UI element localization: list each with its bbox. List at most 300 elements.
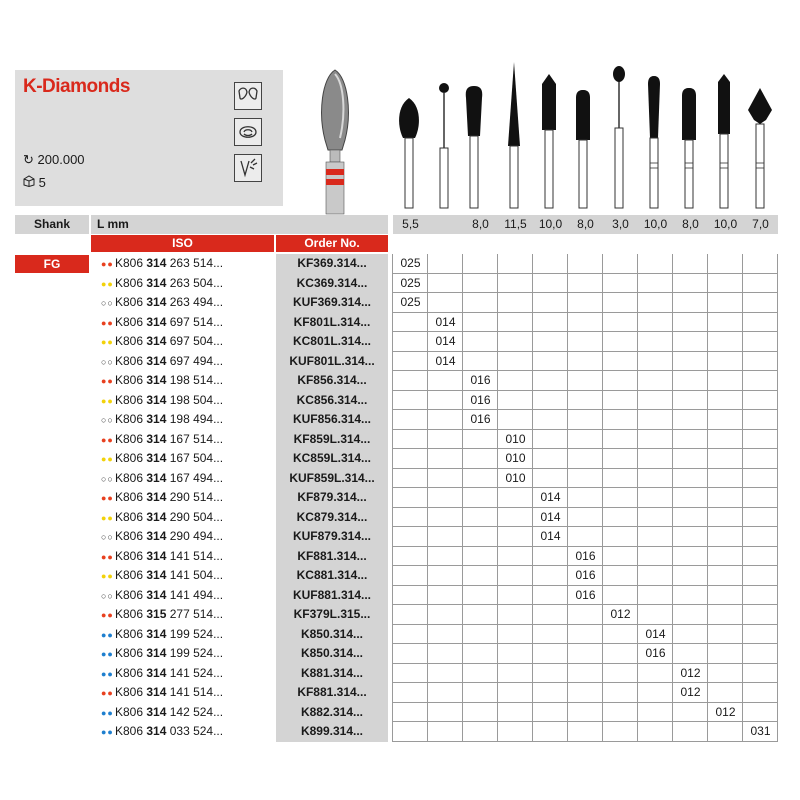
grid-cell <box>638 469 673 489</box>
grid-cell <box>463 332 498 352</box>
grid-cell <box>498 371 533 391</box>
grid-cell <box>638 371 673 391</box>
grid-cell <box>673 488 708 508</box>
grid-cell <box>463 722 498 742</box>
sparkle-tool-icon <box>234 154 262 182</box>
iso-suffix: 141 514... <box>166 685 224 699</box>
grid-cell <box>393 586 428 606</box>
grid-cell <box>498 332 533 352</box>
table-row[interactable] <box>91 586 388 606</box>
grid-cell <box>393 410 428 430</box>
grid-cell <box>603 703 638 723</box>
grid-cell <box>428 605 463 625</box>
grid-cell <box>743 293 778 313</box>
grid-cell <box>498 703 533 723</box>
grid-cell <box>673 449 708 469</box>
grid-cell <box>393 644 428 664</box>
grid-cell <box>463 293 498 313</box>
product-header-panel <box>15 70 283 206</box>
iso-size-value: 012 <box>680 685 701 699</box>
grid-cell <box>603 722 638 742</box>
iso-code <box>91 254 274 274</box>
table-row[interactable] <box>91 430 388 450</box>
length-value: 3,0 <box>603 215 638 234</box>
length-value: 5,5 <box>393 215 428 234</box>
iso-shank-code: 315 <box>146 607 167 621</box>
iso-suffix: 141 494... <box>166 587 224 602</box>
grid-cell <box>743 547 778 567</box>
iso-suffix: 167 504... <box>166 451 224 465</box>
grid-cell <box>393 683 428 703</box>
grid-cell <box>603 371 638 391</box>
grit-dots-icon: ○○ <box>101 532 114 542</box>
iso-code <box>91 683 274 703</box>
iso-suffix: 199 524... <box>166 646 224 660</box>
grid-cell <box>498 410 533 430</box>
table-row[interactable] <box>91 391 388 411</box>
order-number[interactable]: KUF859L.314... <box>276 469 388 489</box>
iso-shank-code: 314 <box>146 470 167 485</box>
grid-cell <box>498 293 533 313</box>
grid-cell <box>603 352 638 372</box>
order-number-header: Order No. <box>276 235 388 252</box>
table-row[interactable] <box>91 644 388 664</box>
grid-cell <box>393 371 428 391</box>
grid-cell <box>428 371 463 391</box>
grid-cell <box>568 352 603 372</box>
bur-881 <box>576 90 590 208</box>
order-number[interactable]: K850.314... <box>276 644 388 664</box>
grid-cell <box>393 722 428 742</box>
grit-dots-icon: ●● <box>101 337 114 347</box>
grid-cell <box>673 254 708 274</box>
order-number[interactable]: K882.314... <box>276 703 388 723</box>
order-number[interactable]: KUF879.314... <box>276 527 388 547</box>
order-number[interactable]: K899.314... <box>276 722 388 742</box>
iso-prefix: K806 <box>115 724 147 738</box>
iso-shank-code: 314 <box>146 295 167 309</box>
iso-suffix: 199 524... <box>166 626 224 641</box>
iso-size-value: 012 <box>715 704 736 719</box>
grid-cell <box>463 352 498 372</box>
grid-cell <box>638 352 673 372</box>
grit-dots-icon: ●● <box>101 688 114 698</box>
iso-suffix: 033 524... <box>166 724 224 738</box>
grid-cell <box>708 683 743 703</box>
grid-cell <box>568 527 603 547</box>
grid-cell <box>533 566 568 586</box>
grid-cell <box>428 566 463 586</box>
iso-code <box>91 274 274 294</box>
grid-cell <box>393 508 428 528</box>
iso-code <box>91 371 274 391</box>
iso-shank-code: 314 <box>146 529 167 543</box>
grid-cell <box>533 664 568 684</box>
grid-cell <box>428 683 463 703</box>
grid-cell <box>463 508 498 528</box>
table-row[interactable] <box>91 722 388 742</box>
iso-suffix: 697 514... <box>166 314 224 329</box>
table-row[interactable] <box>91 449 388 469</box>
bur-photo-369 <box>322 70 349 214</box>
grid-cell <box>463 430 498 450</box>
grid-cell <box>428 664 463 684</box>
grid-cell <box>498 625 533 645</box>
grid-cell <box>603 488 638 508</box>
order-number[interactable]: KC369.314... <box>276 274 388 294</box>
grid-cell <box>498 488 533 508</box>
iso-size-value: 016 <box>575 568 596 582</box>
order-number[interactable]: KF859L.314... <box>276 430 388 450</box>
iso-code <box>91 313 274 333</box>
grit-dots-icon: ●● <box>101 317 114 328</box>
order-number[interactable]: K881.314... <box>276 664 388 684</box>
iso-shank-code: 314 <box>146 704 167 719</box>
grid-cell <box>638 332 673 352</box>
iso-code <box>91 644 274 664</box>
iso-size-value: 014 <box>435 314 456 329</box>
grid-cell <box>498 683 533 703</box>
grid-cell <box>708 469 743 489</box>
product-title: K-Diamonds <box>23 76 130 97</box>
table-row[interactable] <box>91 332 388 352</box>
table-row[interactable] <box>91 313 388 333</box>
grid-cell <box>673 313 708 333</box>
length-header: L mm <box>91 215 388 234</box>
grit-dots-icon: ●● <box>101 551 114 562</box>
order-number[interactable]: KC859L.314... <box>276 449 388 469</box>
grid-cell <box>743 586 778 606</box>
iso-prefix: K806 <box>115 607 147 621</box>
iso-suffix: 198 494... <box>166 412 224 426</box>
iso-suffix: 277 514... <box>166 607 224 621</box>
iso-size-value: 012 <box>610 607 631 621</box>
order-number[interactable]: KC856.314... <box>276 391 388 411</box>
order-number[interactable]: KC881.314... <box>276 566 388 586</box>
iso-suffix: 263 504... <box>166 275 224 290</box>
grid-cell <box>638 703 673 723</box>
grid-cell <box>708 566 743 586</box>
grid-cell <box>533 430 568 450</box>
grid-cell <box>463 605 498 625</box>
grid-cell <box>463 625 498 645</box>
grid-cell <box>673 566 708 586</box>
grid-cell <box>673 625 708 645</box>
iso-code <box>91 566 274 586</box>
iso-prefix: K806 <box>115 275 147 290</box>
order-number[interactable]: K850.314... <box>276 625 388 645</box>
grid-cell <box>673 722 708 742</box>
order-number[interactable]: KUF801L.314... <box>276 352 388 372</box>
iso-suffix: 141 514... <box>166 548 224 563</box>
grid-cell <box>638 410 673 430</box>
table-row[interactable] <box>91 371 388 391</box>
grid-cell <box>568 664 603 684</box>
grid-cell <box>603 313 638 333</box>
grit-dots-icon: ●● <box>101 434 114 445</box>
grid-cell <box>743 644 778 664</box>
grid-cell <box>638 527 673 547</box>
iso-prefix: K806 <box>115 470 147 485</box>
iso-size-value: 016 <box>575 548 596 563</box>
grid-cell <box>708 625 743 645</box>
order-number[interactable]: KF379L.315... <box>276 605 388 625</box>
grid-cell <box>463 547 498 567</box>
grid-cell <box>498 566 533 586</box>
iso-code <box>91 293 274 313</box>
table-row[interactable] <box>91 683 388 703</box>
grid-cell <box>568 410 603 430</box>
grit-dots-icon: ●● <box>101 571 114 581</box>
grit-dots-icon: ●● <box>101 610 114 620</box>
grid-cell <box>498 586 533 606</box>
iso-shank-code: 314 <box>146 646 167 660</box>
grid-cell <box>498 722 533 742</box>
grit-dots-icon: ●● <box>101 454 114 464</box>
grid-cell <box>603 664 638 684</box>
grid-cell <box>393 703 428 723</box>
grid-cell <box>708 430 743 450</box>
table-row[interactable] <box>91 605 388 625</box>
iso-code <box>91 488 274 508</box>
grid-cell <box>708 449 743 469</box>
iso-prefix: K806 <box>115 295 147 309</box>
grid-cell <box>603 547 638 567</box>
grit-dots-icon: ●● <box>101 259 114 269</box>
order-number[interactable]: KC879.314... <box>276 508 388 528</box>
grid-cell <box>673 430 708 450</box>
iso-code <box>91 586 274 606</box>
grid-cell <box>603 566 638 586</box>
grid-cell <box>708 274 743 294</box>
iso-size-value: 014 <box>540 509 561 524</box>
grid-cell <box>568 332 603 352</box>
iso-prefix: K806 <box>115 392 147 407</box>
order-number[interactable]: KF881.314... <box>276 683 388 703</box>
grid-cell <box>743 391 778 411</box>
table-row[interactable] <box>91 352 388 372</box>
iso-suffix: 290 504... <box>166 509 224 524</box>
grid-cell <box>708 605 743 625</box>
grid-cell <box>498 274 533 294</box>
length-value: 10,0 <box>708 215 743 234</box>
length-value: 8,0 <box>673 215 708 234</box>
grid-cell <box>708 488 743 508</box>
grid-cell <box>638 293 673 313</box>
grid-cell <box>498 313 533 333</box>
grid-cell <box>708 644 743 664</box>
iso-prefix: K806 <box>115 412 147 426</box>
grid-cell <box>708 722 743 742</box>
grid-cell <box>393 391 428 411</box>
grid-cell <box>533 683 568 703</box>
grid-cell <box>533 293 568 313</box>
grid-cell <box>393 469 428 489</box>
grid-cell <box>533 644 568 664</box>
grid-cell <box>743 449 778 469</box>
grid-cell <box>533 332 568 352</box>
order-number[interactable]: KF369.314... <box>276 254 388 274</box>
grid-cell <box>603 683 638 703</box>
iso-size-value: 016 <box>575 587 596 602</box>
grid-cell <box>498 644 533 664</box>
grid-cell <box>533 274 568 294</box>
grid-cell <box>463 254 498 274</box>
grid-cell <box>463 488 498 508</box>
grid-cell <box>568 488 603 508</box>
iso-suffix: 290 514... <box>166 490 224 504</box>
max-speed-value: 200.000 <box>37 152 85 167</box>
table-row[interactable] <box>91 469 388 489</box>
iso-shank-code: 314 <box>146 334 167 348</box>
grid-cell <box>428 703 463 723</box>
grid-cell <box>393 664 428 684</box>
order-number[interactable]: KUF881.314... <box>276 586 388 606</box>
table-row[interactable] <box>91 293 388 313</box>
grid-cell <box>743 332 778 352</box>
grid-cell <box>673 586 708 606</box>
table-row[interactable] <box>91 488 388 508</box>
iso-shank-code: 314 <box>146 665 167 680</box>
grid-cell <box>638 605 673 625</box>
iso-shank-code: 314 <box>146 548 167 563</box>
grid-cell <box>428 508 463 528</box>
grid-cell <box>743 410 778 430</box>
grid-cell <box>498 527 533 547</box>
iso-size-value: 014 <box>540 529 561 543</box>
table-row[interactable] <box>91 664 388 684</box>
iso-shank-code: 314 <box>146 724 167 738</box>
grid-cell <box>568 293 603 313</box>
iso-suffix: 263 514... <box>166 256 224 270</box>
iso-size-value: 014 <box>540 490 561 504</box>
pack-size <box>23 175 46 190</box>
table-row[interactable] <box>91 566 388 586</box>
grid-cell <box>743 605 778 625</box>
iso-prefix: K806 <box>115 451 147 465</box>
grid-cell <box>638 586 673 606</box>
iso-suffix: 167 514... <box>166 431 224 446</box>
grid-cell <box>568 605 603 625</box>
iso-size-value: 014 <box>645 626 666 641</box>
iso-prefix: K806 <box>115 353 147 368</box>
grid-cell <box>673 644 708 664</box>
grid-cell <box>603 586 638 606</box>
order-number[interactable]: KUF856.314... <box>276 410 388 430</box>
table-row[interactable] <box>91 527 388 547</box>
order-number[interactable]: KF881.314... <box>276 547 388 567</box>
order-number[interactable]: KF879.314... <box>276 488 388 508</box>
bur-879 <box>542 74 556 208</box>
grit-dots-icon: ●● <box>101 395 114 406</box>
grid-cell <box>603 527 638 547</box>
grid-cell <box>463 274 498 294</box>
iso-size-value: 025 <box>400 295 421 309</box>
grit-dots-icon: ●● <box>101 376 114 386</box>
grid-cell <box>673 293 708 313</box>
grit-dots-icon: ○○ <box>101 590 114 601</box>
grid-cell <box>498 664 533 684</box>
grid-cell <box>463 566 498 586</box>
grid-cell <box>568 313 603 333</box>
shank-type-badge: FG <box>15 255 89 273</box>
iso-shank-code: 314 <box>146 412 167 426</box>
grid-cell <box>533 722 568 742</box>
iso-suffix: 141 524... <box>166 665 224 680</box>
grid-cell <box>673 527 708 547</box>
iso-code <box>91 391 274 411</box>
iso-size-value: 016 <box>470 392 491 407</box>
grid-cell <box>603 430 638 450</box>
table-row[interactable] <box>91 274 388 294</box>
grid-cell <box>498 391 533 411</box>
grid-cell <box>638 254 673 274</box>
grid-cell <box>428 527 463 547</box>
grid-cell <box>603 508 638 528</box>
grid-cell <box>568 722 603 742</box>
grid-cell <box>708 254 743 274</box>
grid-cell <box>638 430 673 450</box>
grid-cell <box>603 332 638 352</box>
grid-cell <box>743 254 778 274</box>
iso-size-value: 014 <box>435 334 456 348</box>
grid-cell <box>568 625 603 645</box>
grid-cell <box>533 449 568 469</box>
grid-cell <box>673 469 708 489</box>
grid-cell <box>428 722 463 742</box>
iso-shank-code: 314 <box>146 587 167 602</box>
iso-prefix: K806 <box>115 490 147 504</box>
table-row[interactable] <box>91 410 388 430</box>
grid-cell <box>568 430 603 450</box>
iso-size-value: 010 <box>505 431 526 446</box>
grid-cell <box>708 332 743 352</box>
grid-cell <box>638 683 673 703</box>
grid-cell <box>708 508 743 528</box>
grit-dots-icon: ●● <box>101 707 114 718</box>
table-row[interactable] <box>91 703 388 723</box>
grid-cell <box>498 352 533 372</box>
grid-cell <box>743 352 778 372</box>
table-row[interactable] <box>91 625 388 645</box>
grid-cell <box>708 547 743 567</box>
grid-cell <box>568 371 603 391</box>
order-number[interactable]: KUF369.314... <box>276 293 388 313</box>
bur-899 <box>748 88 772 208</box>
iso-code <box>91 605 274 625</box>
table-row[interactable] <box>91 254 388 274</box>
grid-cell <box>428 488 463 508</box>
grid-cell <box>393 566 428 586</box>
grit-dots-icon: ○○ <box>101 473 114 484</box>
table-row[interactable] <box>91 547 388 567</box>
grid-cell <box>463 449 498 469</box>
grid-cell <box>428 625 463 645</box>
order-number[interactable]: KF801L.314... <box>276 313 388 333</box>
grid-cell <box>393 313 428 333</box>
order-number[interactable]: KF856.314... <box>276 371 388 391</box>
bur-801 <box>439 83 449 208</box>
shank-header: Shank <box>15 215 89 234</box>
max-speed <box>23 152 85 168</box>
order-number[interactable]: KC801L.314... <box>276 332 388 352</box>
table-row[interactable] <box>91 508 388 528</box>
iso-size-value: 031 <box>750 724 771 738</box>
grid-cell <box>638 313 673 333</box>
iso-code <box>91 625 274 645</box>
grit-dots-icon: ●● <box>101 278 114 289</box>
grid-cell <box>533 547 568 567</box>
